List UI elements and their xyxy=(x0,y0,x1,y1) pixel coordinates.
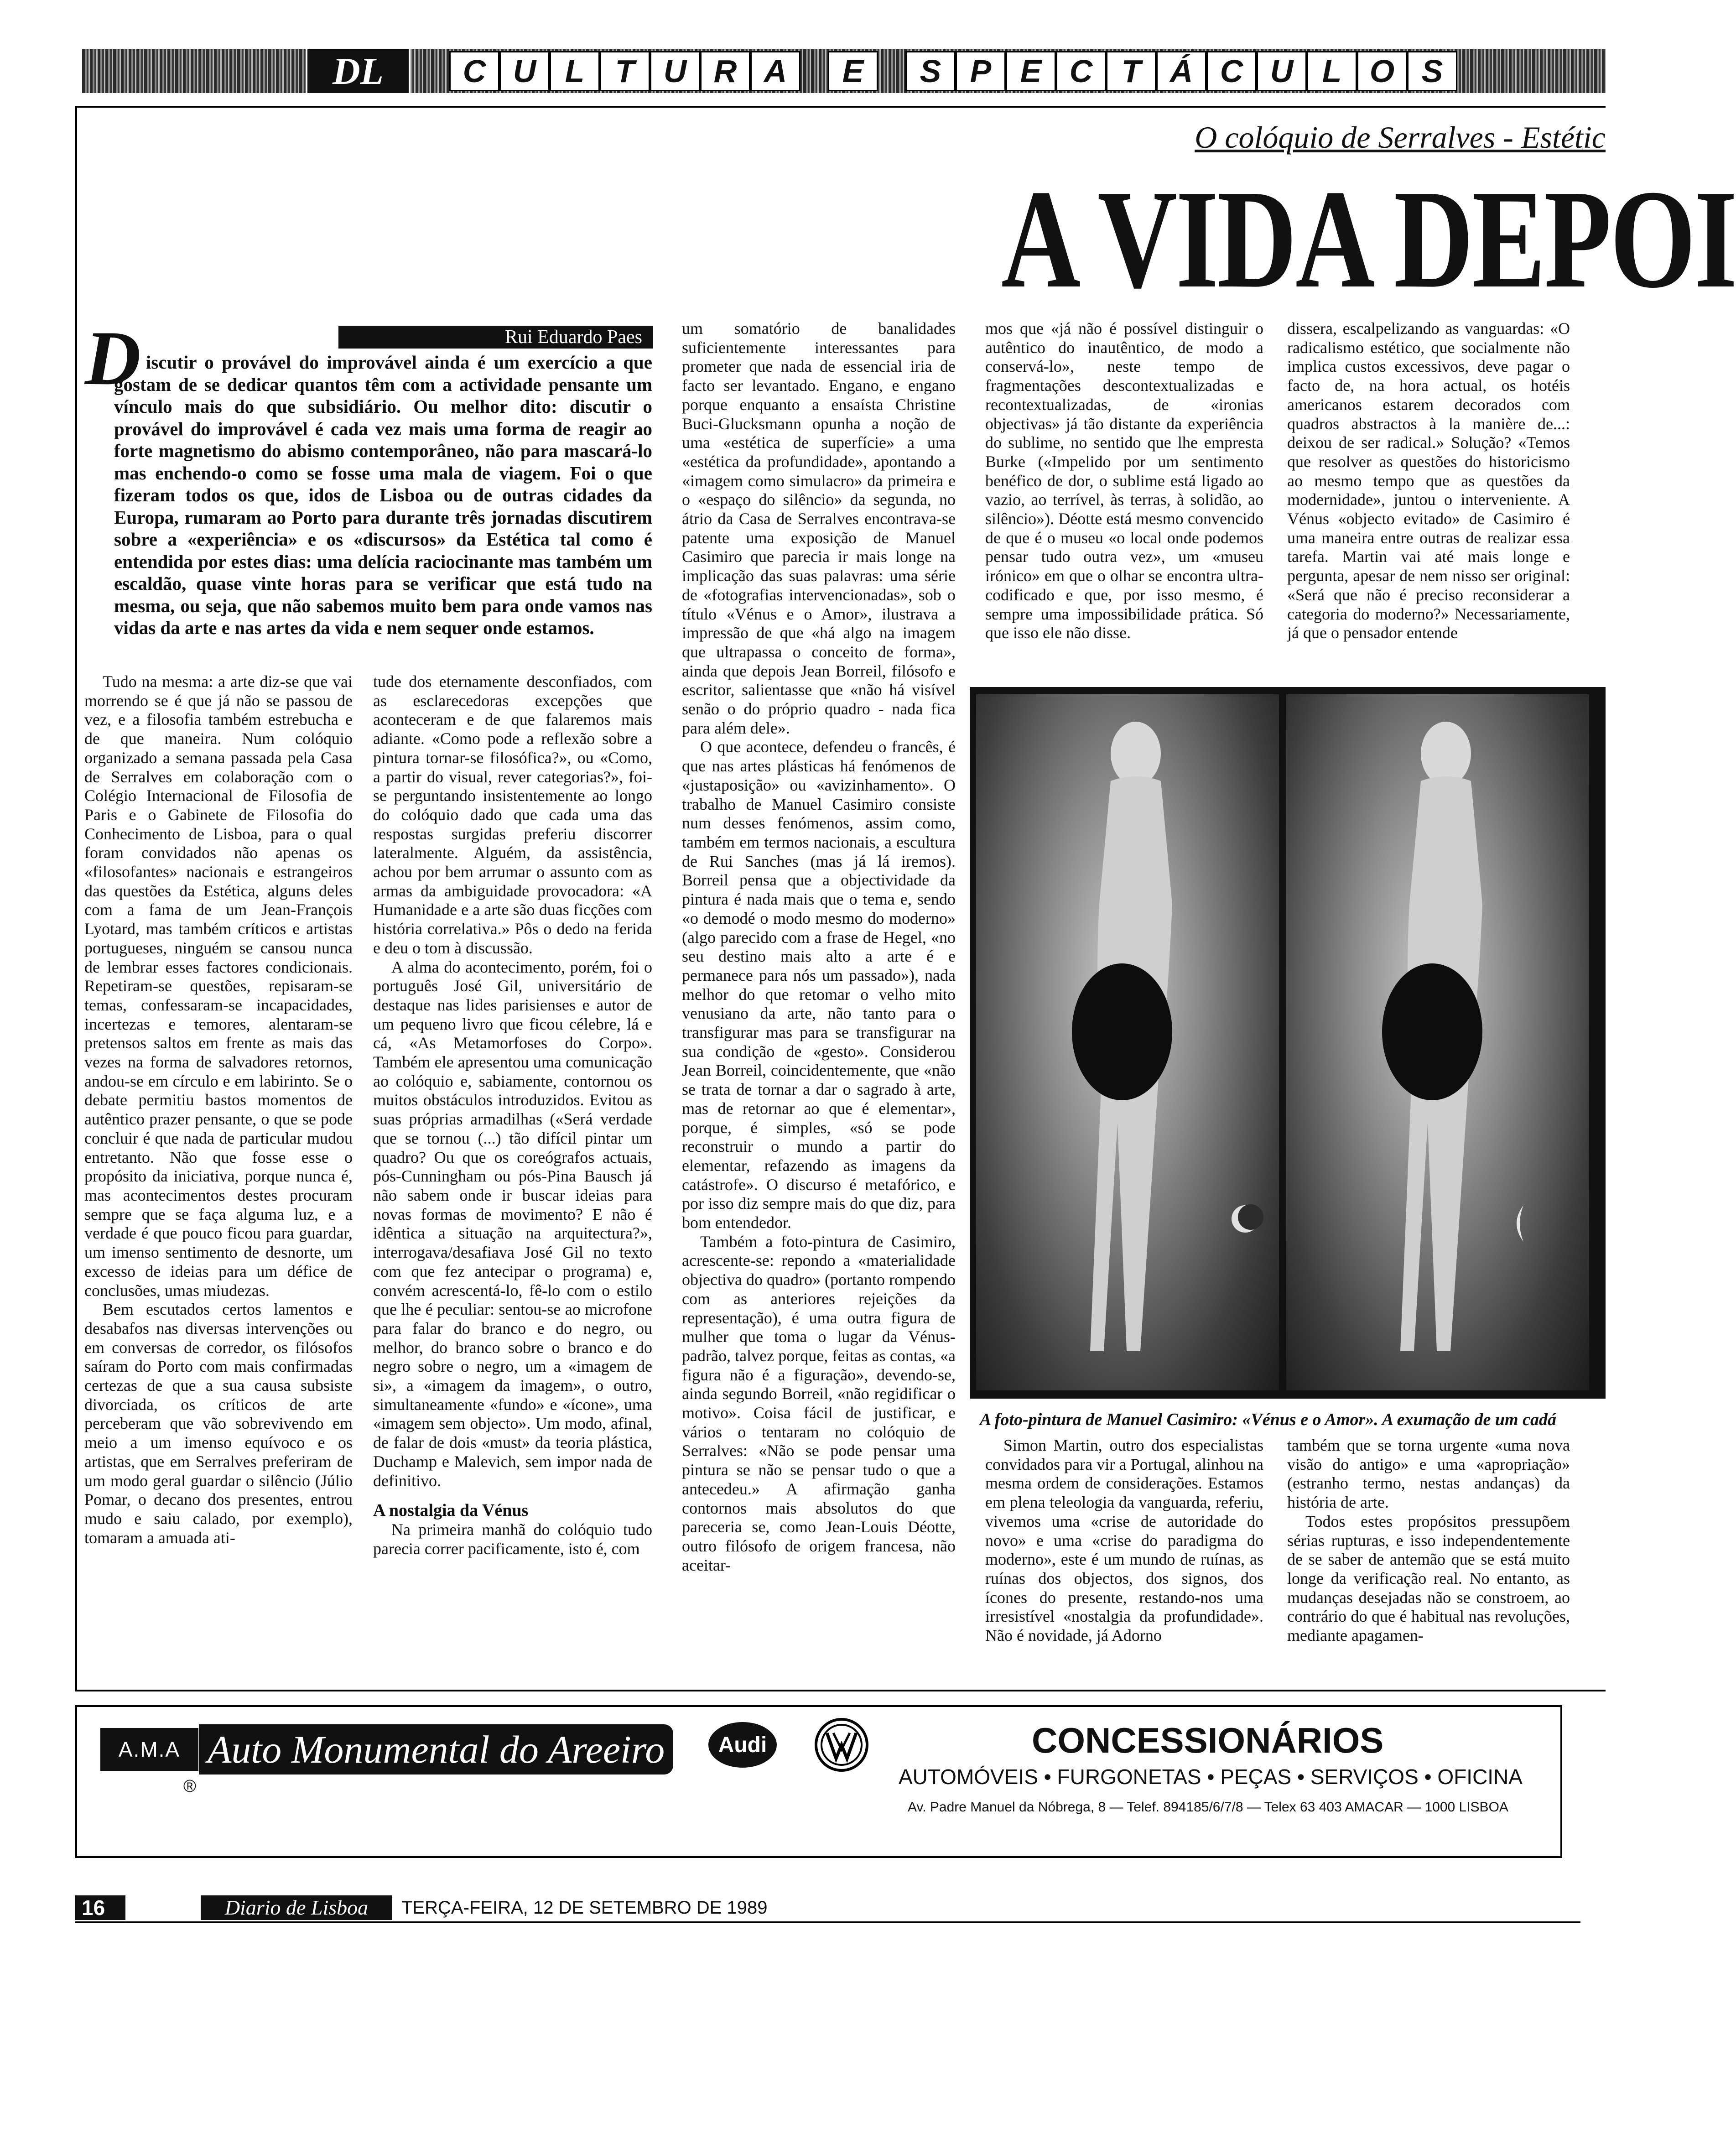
footer-rule xyxy=(75,1921,1580,1923)
section-letter: A xyxy=(750,51,800,91)
section-letter: E xyxy=(828,51,878,91)
section-letter: C xyxy=(1206,51,1257,91)
ad-title: CONCESSIONÁRIOS xyxy=(1032,1720,1384,1760)
vw-logo-icon xyxy=(814,1717,869,1772)
paragraph: A alma do acontecimento, porém, foi o português José Gil, universitário de destaque nas lides parisienses e autor de um pequeno livro que ficou célebre, lá e cá, «As Metamorfoses do Corpo». Também ele apresentou uma comunicação ao colóquio e, sabiamente, contornou os muitos obstáculos introduzidos. Evitou as suas próprias armadilhas («Será verdade que se tornou (...) tão difícil pintar um quadro? Ou que os coreógrafos actuais, pós-Cunningham ou pós-Pina Bausch já não sabem onde ir buscar ideias para novas formas de movimento? E não é idêntica a situação na arquitectura?», interrogava/desafiava José Gil no texto com que fez antecipar o programa) e, convém acrescentá-lo, fê-lo com o estilo que lhe é peculiar: sentou-se ao microfone para falar do branco e do negro, ou melhor, do branco sobre o branco e do negro sobre o negro, um a «imagem de si», a «imagem da imagem», o outro, simultaneamente «fundo» e «ícone», uma «imagem sem objecto». Um modo, afinal, de falar de dois «must» da teoria plástica, Duchamp e Malevich, sem impor nada de definitivo. xyxy=(373,958,652,1490)
audi-logo: Audi xyxy=(708,1722,777,1768)
crescent-moon-icon xyxy=(1510,1205,1528,1242)
paragraph: Bem escutados certos lamentos e desabafos nas diversas intervenções ou em conversas de corredor, os filósofos saíram do Porto com mais confirmadas certezas de que a sua causa subsiste divorciada, os críticos de arte perceberam que vão sobrevivendo em meio a um imenso equívoco e os artistas, que em Serralves preferiram de um modo geral guardar o silêncio (Júlio Pomar, o decano dos presentes, entrou mudo e saiu calado, por exemplo), tomaram a amuada ati- xyxy=(84,1300,353,1547)
issue-date: TERÇA-FEIRA, 12 DE SETEMBRO DE 1989 xyxy=(401,1898,768,1918)
paragraph: um somatório de banalidades suficientemente interessantes para prometer que nada de essencial iria de facto ser levantado. Engano, e engano porque enquanto a ensaísta Christine Buci-Glucksmann opunha a noção de uma «estética de superfície» a uma «estética da profundidade», apontando a «imagem como simulacro» da primeira e o «espaço do silêncio» da segunda, no átrio da Casa de Serralves encontrava-se patente uma exposição de Manuel Casimiro que parecia ir mais longe na implicação das suas palavras: uma série de «fotografias intervencionadas», sob o título «Vénus e o Amor», ilustrava a impressão de que «há algo na imagem que ultrapassa o conceito de forma», ainda que depois Jean Borreil, filósofo e escritor, salientasse que «não há visível senão o do próprio quadro - nada fica para além dele». xyxy=(682,319,956,737)
paragraph: Tudo na mesma: a arte diz-se que vai morrendo se é que já não se passou de vez, e a filosofia também estrebucha e de que maneira. Num colóquio organizado a semana passada pela Casa de Serralves em colaboração com o Colégio Internacional de Filosofia de Paris e o Gabinete de Filosofia do Conhecimento de Lisboa, para o qual foram convidados não apenas os «filosofantes» nacionais e estrangeiros das questões da Estética, alguns deles com a fama de um Jean-François Lyotard, mas também críticos e artistas portugueses, ninguém se cansou nunca de lembrar esses factores condicionais. Repetiram-se questões, repisaram-se temas, confessaram-se incapacidades, incertezas e temores, alentaram-se pretensos saltos em frente as mais das vezes na forma de salvadores retornos, andou-se em círculo e em labirinto. Se o debate permitiu bastos momentos de autêntico prazer pensante, o que se pode concluir é que nada de particular mudou entretanto. Não que fosse esse o propósito da iniciativa, porque nunca é, mas acontecimentos destes procuram sempre que se faça alguma luz, e a verdade é que pouco ficou para guardar, um imenso sentimento de desnorte, um excesso de ideias para um défice de conclusões, umas miudezas. xyxy=(84,672,353,1300)
section-letter: U xyxy=(1257,51,1307,91)
section-letter: C xyxy=(449,51,499,91)
article-column-1 xyxy=(84,672,353,1671)
section-letter: P xyxy=(956,51,1006,91)
paragraph: também que se torna urgente «uma nova visão do antigo» e uma «apropriação» (estranho termo, nestas andanças) da história de arte. xyxy=(1287,1436,1570,1512)
nude-figure-illustration xyxy=(1377,713,1505,1369)
dealer-name-banner: Auto Monumental do Areeiro xyxy=(199,1724,673,1775)
section-letter: U xyxy=(650,51,700,91)
article-kicker xyxy=(1195,120,1606,156)
ad-address: Av. Padre Manuel da Nóbrega, 8 — Telef. 894185/6/7/8 — Telex 63 403 AMACAR — 1000 LISBOA xyxy=(908,1800,1508,1815)
lead-text: iscutir o provável do improvável ainda é um exercício a que gostam de se dedicar quantos têm com a actividade pensante um vínculo mais do que subsidiário. Ou melhor dito: discutir o provável do improvável é cada vez mais uma forma de reagir ao forte magnetismo do abismo contemporâneo, não para mascará-lo mas enchendo-o como se fosse uma mala de viagem. Foi o que fizeram todos os que, idos de Lisboa ou de outras cidades da Europa, rumaram ao Porto para durante três jornadas discutirem sobre a «experiência» e os «discursos» da Estética tal como é entendida por estes dias: uma delícia raciocinante mas também um escaldão, quase vinte horas para se verificar que está tudo na mesma, ou seja, que não sabemos muito bem para onde vamos nas vidas da arte e nas artes da vida e nem sequer onde estamos. xyxy=(114,352,652,638)
paragraph: Na primeira manhã do colóquio tudo parecia correr pacificamente, isto é, com xyxy=(373,1520,652,1558)
paragraph: Simon Martin, outro dos especialistas convidados para vir a Portugal, alinhou na mesma ordem de considerações. Estamos em plena teleologia da vanguarda, referiu, vivemos uma «crise de autoridade do novo» e uma «crise do paradigma do moderno», este é um mundo de ruínas, as ruínas dos objectos, dos signos, dos ícones do presente, restando-nos uma irresistível «nostalgia da profundidade». Não é novidade, já Adorno xyxy=(985,1436,1263,1645)
section-letter: T xyxy=(1106,51,1156,91)
paragraph: Todos estes propósitos pressupõem sérias rupturas, e isso independentemente de se saber de antemão que se está muito longe da verificação real. No entanto, as mudanças desejadas não se constroem, ao contrário do que é habitual nas revoluções, mediante apagamen- xyxy=(1287,1512,1570,1645)
article-column-3 xyxy=(682,319,956,1671)
newspaper-logo: DL xyxy=(306,47,411,95)
drop-cap: D xyxy=(85,315,141,401)
paragraph: Também a foto-pintura de Casimiro, acrescente-se: repondo a «materialidade objectiva do quadro» (portanto rompendo com as anteriores rejeições da representação), é uma outra figura de mulher que toma o lugar da Vénus-padrão, talvez porque, feitas as contas, «a figura não é a figuração», devendo-se, ainda segundo Borreil, «não regidificar o motivo». Coisa fácil de justificar, e vários o tentaram no colóquio de Serralves: «Não se pode pensar uma pintura se não se pensar tudo o que a antecedeu.» A afirmação ganha contornos mais absolutos do que pareceria se, como Jean-Louis Déotte, outro filósofo de origem francesa, não aceitar- xyxy=(682,1232,956,1574)
article-lead xyxy=(114,351,652,639)
kicker-text: O colóquio de Serralves - Estétic xyxy=(1195,120,1606,155)
paragraph: tude dos eternamente desconfiados, com as esclarecedoras excepções que aconteceram e de que falaremos mais adiante. «Como pode a reflexão sobre a pintura tornar-se filosófica?», ou «Como, a partir do visual, rever categorias?», foi-se perguntando insistentemente ao longo do colóquio dado que cada uma das respostas surgidas preferiu discorrer lateralmente. Alguém, da assistência, achou por bem arrumar o assunto com as armas da ambiguidade provocadora: «A Humanidade e a arte são duas ficções com história correlativa.» Pôs o dedo na ferida e deu o tom à discussão. xyxy=(373,672,652,957)
photo-venus-left xyxy=(976,694,1279,1390)
ama-logo: A.M.A xyxy=(100,1728,198,1771)
section-letter: O xyxy=(1357,51,1407,91)
nude-figure-illustration xyxy=(1067,713,1195,1369)
paragraph: O que acontece, defendeu o francês, é que nas artes plásticas há fenómenos de «justaposição» ou «avizinhamento». O trabalho de Manuel Casimiro consiste num desses fenómenos, assim como, também em termos nacionais, a escultura de Rui Sanches (mas já lá iremos). Borreil pensa que a objectividade da pintura é nada mais que o tema e, sendo «o demodé o modo mesmo do moderno» (algo parecido com a frase de Hegel, «no seu destino mais alto a arte é e permanece para nós um passado»), nada melhor do que retomar o velho mito venusiano da arte, não tanto para o transfigurar mas para se transfigurar na sua condição de «gesto». Considerou Jean Borreil, coincidentemente, que «não se trata de tornar a dar o sagrado à arte, mas de retornar ao que é elementar», porque, é simples, «só se pode reconstruir o mundo a partir do elementar, refazendo as imagens da catástrofe». O discurso é metafórico, e por isso diz sempre mais do que diz, para bom entendedor. xyxy=(682,738,956,1232)
section-letter: Á xyxy=(1156,51,1206,91)
frame-top-rule xyxy=(75,106,1606,108)
byline: Rui Eduardo Paes xyxy=(338,326,653,349)
photo-caption: A foto-pintura de Manuel Casimiro: «Vénus e o Amor». A exumação de um cadá xyxy=(980,1410,1556,1429)
page-number: 16 xyxy=(75,1895,125,1920)
crescent-moon-icon xyxy=(1232,1201,1259,1237)
paragraph: dissera, escalpelizando as vanguardas: «O radicalismo estético, que socialmente não implica custos excessivos, deve pagar o facto de, na hora actual, os hotéis americanos estarem decorados com quadros abstractos à la manière de...: deixou de ser radical.» Solução? «Temos que resolver as questões do historicismo ao mesmo tempo que as questões da modernidade», juntou o interveniente. A Vénus «objecto evitado» de Casimiro é uma maneira entre outras de realizar essa tarefa. Martin vai até mais longe e pergunta, apesar de nem nisso ser original: «Será que não é preciso reconsiderar a categoria do moderno?» Necessariamente, já que o pensador entende xyxy=(1287,319,1570,642)
frame-bottom-rule xyxy=(75,1690,1606,1691)
section-letter: S xyxy=(1407,51,1457,91)
section-letter: S xyxy=(905,51,956,91)
article-column-2 xyxy=(373,672,652,1671)
section-letter: R xyxy=(700,51,750,91)
registered-mark-icon: ® xyxy=(183,1777,196,1796)
section-letter: E xyxy=(1006,51,1056,91)
article-column-5-top xyxy=(1287,319,1570,673)
article-headline: A VIDA DEPOI xyxy=(1001,161,1736,317)
frame-left-rule xyxy=(75,106,77,1691)
section-letter: L xyxy=(550,51,600,91)
section-letter: T xyxy=(600,51,650,91)
section-letter: L xyxy=(1307,51,1357,91)
newspaper-name: Diario de Lisboa xyxy=(201,1895,392,1920)
subheading: A nostalgia da Vénus xyxy=(373,1501,529,1520)
photo-venus-right xyxy=(1286,694,1589,1390)
article-column-4-top xyxy=(985,319,1263,673)
ad-services: AUTOMÓVEIS • FURGONETAS • PEÇAS • SERVIÇOS • OFICINA xyxy=(899,1765,1523,1789)
section-letter: U xyxy=(499,51,550,91)
paragraph: mos que «já não é possível distinguir o autêntico do inautêntico, de modo a conservá-lo», neste tempo de fragmentações descontextualizadas e recontextualizadas, de «ironias objectivas» já tão distante da experiência do sublime, no sentido que lhe empresta Burke («Impelido por um sentimento benéfico de dor, o sublime está ligado ao vazio, ao terrível, às terras, à solidão, ao silêncio»). Déotte está mesmo convencido de que é o museu «o local onde podemos pensar tudo outra vez», um «museu irónico» em que o olhar se encontra ultra-codificado e que, por isso mesmo, é sempre uma impossibilidade prática. Só que isso ele não disse. xyxy=(985,319,1263,642)
section-letter: C xyxy=(1056,51,1106,91)
article-column-5-bottom xyxy=(1287,1436,1570,1673)
article-column-4-bottom xyxy=(985,1436,1263,1673)
